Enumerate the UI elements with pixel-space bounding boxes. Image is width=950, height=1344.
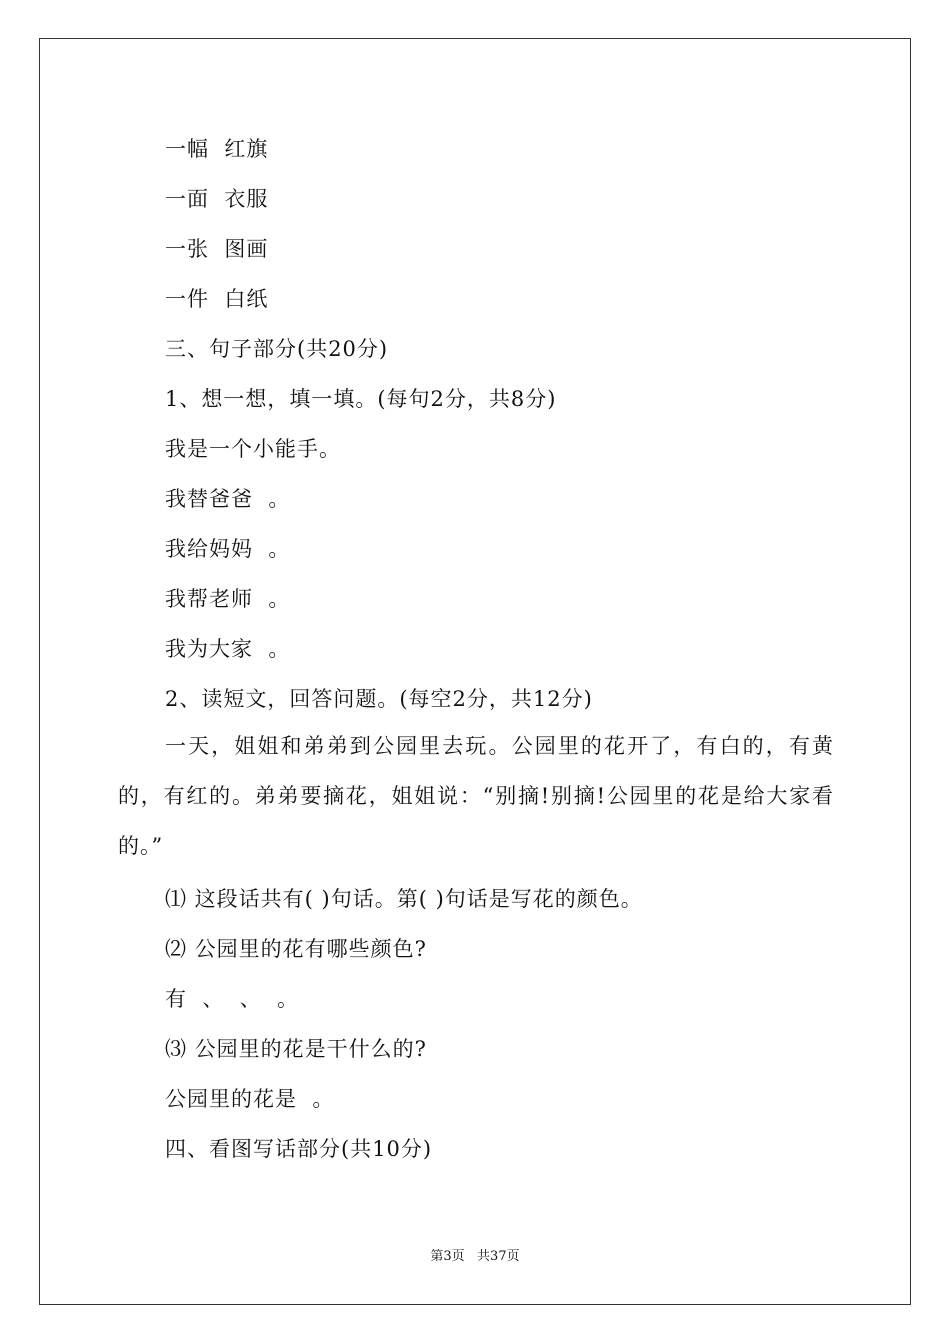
- question-line: ⑴ 这段话共有( )句话。第( )句话是写花的颜色。: [165, 887, 643, 911]
- page-border: [39, 38, 911, 1305]
- measure-word-line: 一幅 红旗: [165, 137, 269, 161]
- section-heading: 四、看图写话部分(共10分): [165, 1137, 433, 1161]
- measure-word-line: 一张 图画: [165, 237, 269, 261]
- exercise-line: 我为大家 。: [165, 637, 291, 661]
- exercise-line: 我帮老师 。: [165, 587, 291, 611]
- answer-line: 公园里的花是 。: [165, 1087, 335, 1111]
- measure-word-line: 一件 白纸: [165, 287, 269, 311]
- question-line: ⑶ 公园里的花是干什么的?: [165, 1037, 427, 1061]
- exercise-line: 我是一个小能手。: [165, 437, 341, 461]
- reading-passage: 一天，姐姐和弟弟到公园里去玩。公园里的花开了，有白的，有黄的，有红的。弟弟要摘花，姐姐说：“别摘!别摘!公园里的花是给大家看的。”: [118, 734, 834, 858]
- exercise-heading: 1、想一想，填一填。(每句2分，共8分): [165, 387, 557, 411]
- exercise-line: 我给妈妈 。: [165, 537, 291, 561]
- measure-word-line: 一面 衣服: [165, 187, 269, 211]
- exercise-heading: 2、读短文，回答问题。(每空2分，共12分): [165, 687, 593, 711]
- page-footer: 第3页 共37页: [430, 1249, 520, 1264]
- answer-line: 有 、 、 。: [165, 987, 300, 1011]
- section-heading: 三、句子部分(共20分): [165, 337, 389, 361]
- question-line: ⑵ 公园里的花有哪些颜色?: [165, 937, 427, 961]
- exercise-line: 我替爸爸 。: [165, 487, 291, 511]
